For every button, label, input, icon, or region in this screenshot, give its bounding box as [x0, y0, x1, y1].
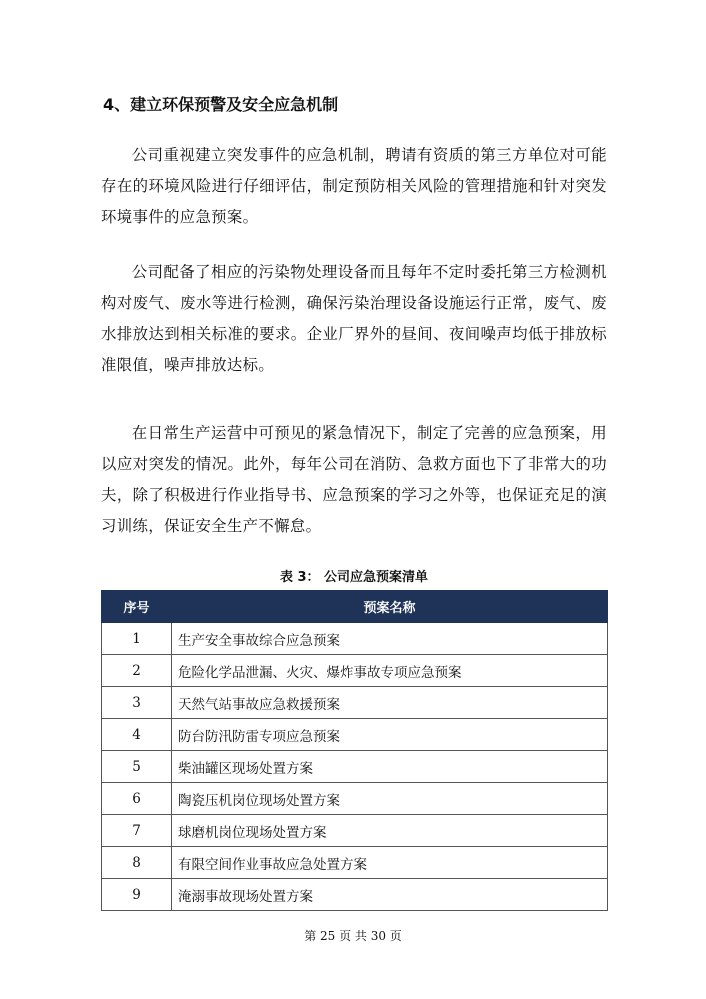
- paragraph-emergency-mechanism: 公司重视建立突发事件的应急机制，聘请有资质的第三方单位对可能存在的环境风险进行仔细评估，制定预防相关风险的管理措施和针对突发环境事件的应急预案。: [101, 146, 607, 226]
- row-plan-name: 生产安全事故综合应急预案: [172, 623, 608, 655]
- row-plan-name: 球磨机岗位现场处置方案: [172, 815, 608, 847]
- paragraph-emergency-drills: 在日常生产运营中可预见的紧急情况下，制定了完善的应急预案，用以应对突发的情况。此外，每年公司在消防、急救方面也下了非常大的功夫，除了积极进行作业指导书、应急预案的学习之外等，也保证充足的演习训练，保证安全生产不懈怠。: [101, 424, 607, 535]
- table-row: [102, 783, 608, 815]
- row-number: 5: [102, 751, 172, 783]
- row-plan-name: 柴油罐区现场处置方案: [172, 751, 608, 783]
- table-row: [102, 751, 608, 783]
- row-plan-name: 有限空间作业事故应急处置方案: [172, 847, 608, 879]
- row-number: 2: [102, 655, 172, 687]
- header-plan-name: 预案名称: [172, 591, 608, 623]
- header-number: 序号: [102, 591, 172, 623]
- row-plan-name: 陶瓷压机岗位现场处置方案: [172, 783, 608, 815]
- table-caption: 表 3： 公司应急预案清单: [279, 570, 429, 585]
- table-row: [102, 623, 608, 655]
- row-number: 6: [102, 783, 172, 815]
- row-number: 9: [102, 879, 172, 911]
- table-row: [102, 719, 608, 751]
- row-number: 3: [102, 687, 172, 719]
- table-row: [102, 879, 608, 911]
- table-row: [102, 687, 608, 719]
- emergency-plan-table: [101, 590, 608, 911]
- row-number: 8: [102, 847, 172, 879]
- row-plan-name: 危险化学品泄漏、火灾、爆炸事故专项应急预案: [172, 655, 608, 687]
- row-number: 7: [102, 815, 172, 847]
- page-number-footer: 第 25 页 共 30 页: [304, 929, 402, 943]
- row-plan-name: 天然气站事故应急救援预案: [172, 687, 608, 719]
- row-plan-name: 防台防汛防雷专项应急预案: [172, 719, 608, 751]
- table-header-row: [102, 591, 608, 623]
- section-heading: 4、建立环保预警及安全应急机制: [103, 95, 339, 114]
- row-number: 4: [102, 719, 172, 751]
- row-plan-name: 淹溺事故现场处置方案: [172, 879, 608, 911]
- table-row: [102, 815, 608, 847]
- table-row: [102, 847, 608, 879]
- paragraph-pollution-monitoring: 公司配备了相应的污染物处理设备而且每年不定时委托第三方检测机构对废气、废水等进行检测，确保污染治理设备设施运行正常，废气、废水排放达到相关标准的要求。企业厂界外的昼间、夜间噪声均低于排放标准限值，噪声排放达标。: [101, 263, 607, 374]
- table-row: [102, 655, 608, 687]
- row-number: 1: [102, 623, 172, 655]
